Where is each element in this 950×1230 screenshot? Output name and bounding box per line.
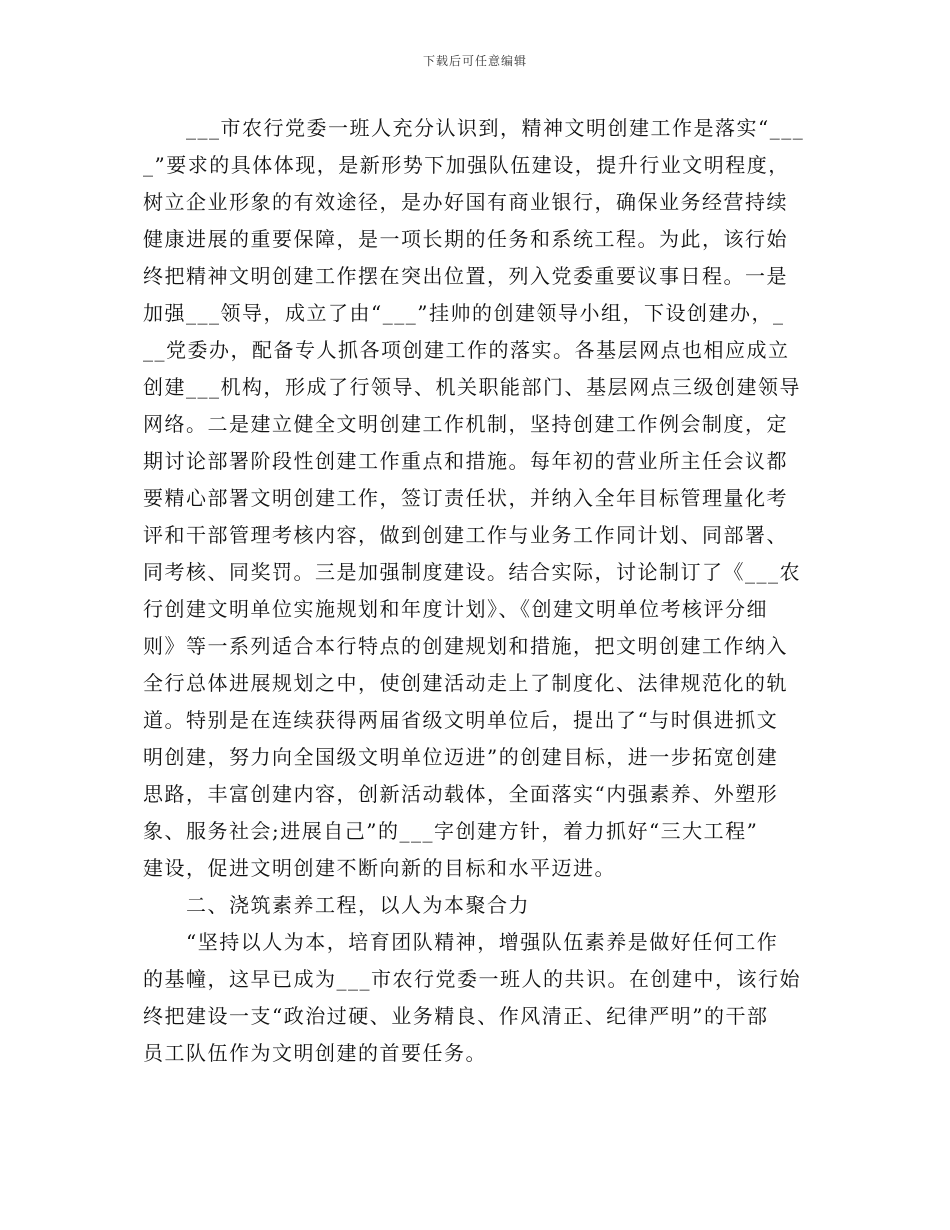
text-line: 健康进展的重要保障，是一项长期的任务和系统工程。为此，该行始 [143,227,788,251]
text-line: ___市农行党委一班人充分认识到，精神文明创建工作是落实“___ [143,116,805,140]
text-line: 的基幢，这早已成为___市农行党委一班人的共识。在创建中，该行始 [143,967,801,991]
text-line: “坚持以人为本，培育团队精神，增强队伍素养是做好任何工作 [143,930,779,954]
page-header: 下载后可任意编辑 [422,54,527,68]
text-line: 终把建设一支“政治过硬、业务精良、作风清正、纪律严明”的干部 [143,1004,769,1028]
text-line: 评和干部管理考核内容，做到创建工作与业务工作同计划、同部署、 [143,523,788,547]
text-line: 道。特别是在连续获得两届省级文明单位后，提出了“与时俱进抓文 [143,708,779,732]
text-line: 建设，促进文明创建不断向新的目标和水平迈进。 [143,856,616,880]
text-line: 行创建文明单位实施规划和年度计划》、《创建文明单位考核评分细 [143,597,768,621]
text-line: 象、服务社会;进展自己”的___字创建方针，着力抓好“三大工程” [143,819,759,843]
text-line: _”要求的具体体现，是新形势下加强队伍建设，提升行业文明程度， [143,153,790,177]
text-line: 全行总体进展规划之中，使创建活动走上了制度化、法律规范化的轨 [143,671,788,695]
text-line: __党委办，配备专人抓各项创建工作的落实。各基层网点也相应成立 [143,338,790,362]
text-line: 员工队伍作为文明创建的首要任务。 [143,1041,487,1065]
text-line: 创建___机构，形成了行领导、机关职能部门、基层网点三级创建领导 [143,375,801,399]
text-line: 终把精神文明创建工作摆在突出位置，列入党委重要议事日程。一是 [143,264,788,288]
text-line: 思路，丰富创建内容，创新活动载体，全面落实“内强素养、外塑形 [143,782,779,806]
text-line: 同考核、同奖罚。三是加强制度建设。结合实际，讨论制订了《___农 [143,560,801,584]
text-line: 明创建，努力向全国级文明单位迈进”的创建目标，进一步拓宽创建 [143,745,779,769]
text-line: 则》等一系列适合本行特点的创建规划和措施，把文明创建工作纳入 [143,634,788,658]
text-line: 网络。二是建立健全文明创建工作机制，坚持创建工作例会制度，定 [143,412,788,436]
text-line: 期讨论部署阶段性创建工作重点和措施。每年初的营业所主任会议都 [143,449,788,473]
text-line: 树立企业形象的有效途径，是办好国有商业银行，确保业务经营持续 [143,190,788,214]
text-line: 加强___领导，成立了由“___”挂帅的创建领导小组，下设创建办，_ [143,301,785,325]
section-heading: 二、浇筑素养工程，以人为本聚合力 [143,893,530,917]
text-line: 要精心部署文明创建工作，签订责任状，并纳入全年目标管理量化考 [143,486,788,510]
